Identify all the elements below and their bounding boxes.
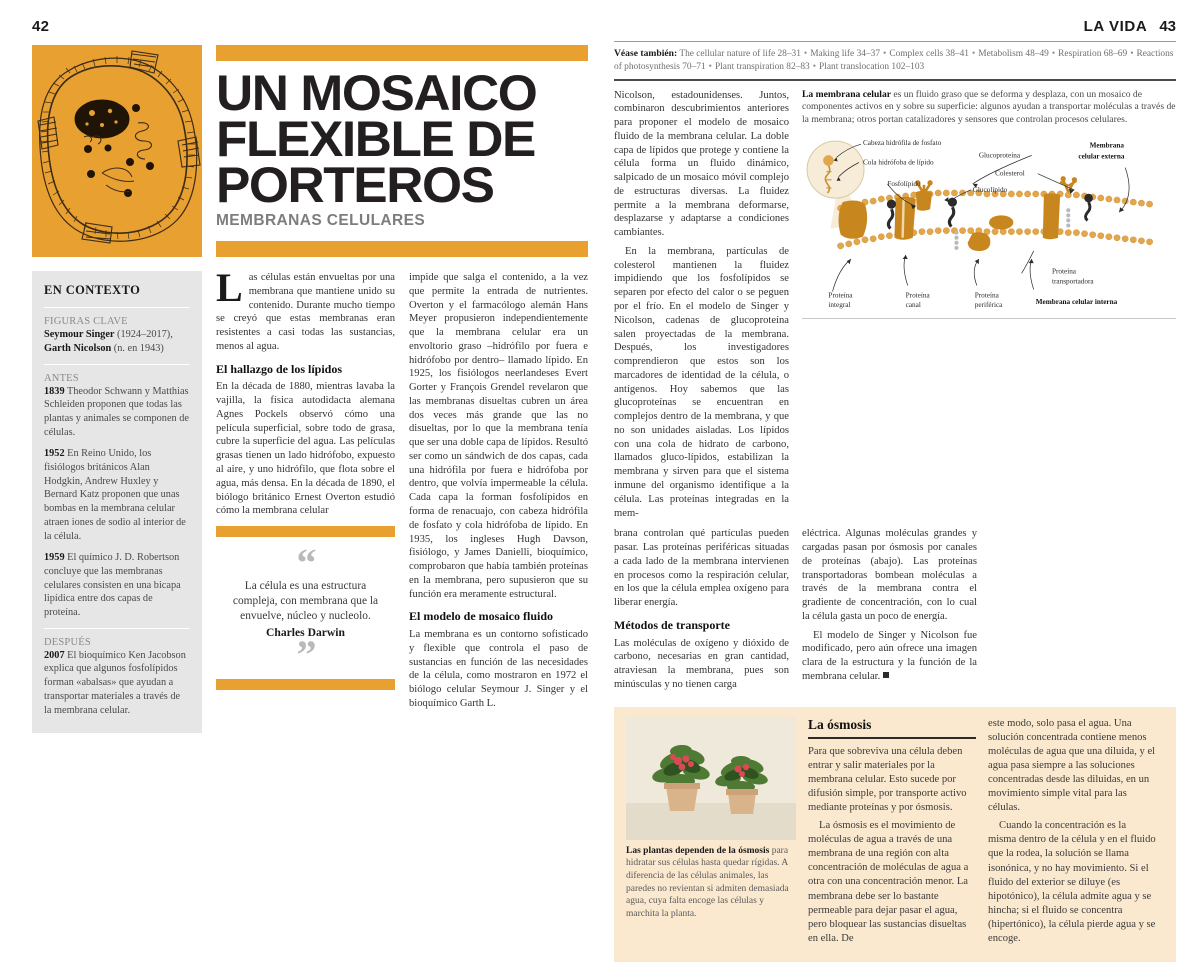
- right-col3-text2-body: El modelo de Singer y Nicolson fue modificado, pero aún ofrece una imagen clara de la estructura y la función de la membrana celular.: [802, 629, 977, 682]
- see-also-item[interactable]: Plant translocation 102–103: [819, 61, 925, 72]
- article-column-1: [216, 265, 395, 716]
- entry-year: 2007: [44, 649, 65, 661]
- right-col2-text: brana controlan qué partículas pueden pasar. Las proteínas periféricas situadas a cada lado de la membrana intervienen en procesos como la respiración celular, en los que la célula emplea oxígeno para liberar energía.: [614, 528, 789, 609]
- photo-caption-bold-1: Las plantas dependen de la: [626, 845, 736, 856]
- accent-bar-bottom: [216, 241, 588, 257]
- see-also-item[interactable]: Complex cells 38–41: [889, 49, 969, 59]
- section1-text: En la década de 1880, mientras lavaba la vajilla, la física autodidacta alemana Agnes Pockels observó cómo una película superficial, sobre todo de grasa, cubre la superficie del agua. Las películas grasas tienen un lado hidrófobo, expuesto al aire, y uno hidrófilo, que flota sobre el agua, más densa. En la década de 1890, el biólogo británico Ernest Overton estudió cómo la membrana celular: [216, 381, 395, 517]
- left-rail: [32, 45, 202, 733]
- article-columns: [216, 265, 588, 716]
- key-figure-1-dates: (1924–2017),: [114, 329, 173, 341]
- right-col3-text2: [802, 629, 977, 684]
- folio-right: 43: [1159, 18, 1176, 35]
- membrane-figure: [802, 89, 1176, 526]
- key-figures-value: [44, 328, 190, 355]
- entry-text: El químico J. D. Robertson concluye que las membranas celulares consisten en una bicapa lipídica entre dos capas de proteína.: [44, 552, 181, 618]
- osmosis-photo-column: [626, 717, 796, 950]
- inner-protein-blob: [989, 215, 1013, 229]
- label-channel-1: Proteína: [905, 291, 930, 300]
- bullet-separator: •: [803, 49, 808, 59]
- right-page-header: [614, 18, 1176, 35]
- page-title: [216, 65, 599, 213]
- divider: [44, 364, 190, 365]
- label-outer-membrane-2: celular externa: [1078, 152, 1125, 161]
- section2-text: La membrana es un contorno sofisticado y flexible que controla el paso de sustancias en función de las necesidades de la célula, como mostraron en 1972 el biólogo celular Seymour J. Singer y el bioquímico Garth L.: [409, 629, 588, 709]
- quote-open-mark: “: [296, 540, 315, 586]
- bullet-separator: •: [972, 49, 976, 59]
- key-figure-1-name: Seymour Singer: [44, 329, 115, 341]
- osmosis-column-2: [988, 717, 1156, 950]
- osmosis-p4: Cuando la concentración es la misma dentro de la célula y en el fluido que la rodea, la solución se llama isonónica, y no hay movimiento. Si el fluido del exterior se diluye (es hipotónico), la célula admite agua y se hincha; si el fluido se concentra (hipertónico), la célula pierde agua y se encoge.: [988, 820, 1156, 944]
- label-peripheral-2: periférica: [974, 300, 1003, 309]
- label-glycoprotein: Glucoproteína: [978, 151, 1021, 160]
- pull-quote: [216, 526, 395, 690]
- quote-inner: [216, 537, 395, 679]
- right-column-3: [802, 527, 977, 696]
- photo-caption-bold-2: ósmosis: [738, 845, 770, 856]
- column2-text: impide que salga el contenido, a la vez que permite la entrada de nutrientes. Overton y el farmacólogo alemán Hans Meyer propusieron independientemente que la membrana celular era un envoltorio graso –hidrófilo por fuera e hidrófobo por dentro– llamado lípido. En 1925, los fisiólogos neerlandeses Evert Gorter y François Grendel revelaron que las membranas disueltas cubren un área dos veces más grande que las no disueltas, por lo que la membrana tenía que ser una doble capa de lípidos. Resultó ser como un sándwich de dos capas, cada una hidrófila por fuera e hidrófoba por dentro, que volvía impermeable la célula. Cada capa la forman fosfolípidos en forma de renacuajo, con cabeza hidrófila de fosfato y cola hidrófoba de lípido. En 1935, los ingleses Hugh Davson, fisiólogo, y James Danielli, bioquímico, comprobaron que había también proteínas en la membrana, pero supusieron que su función era meramente estructural.: [409, 272, 588, 600]
- right-column-1: [614, 89, 789, 526]
- drop-cap: L: [216, 265, 243, 310]
- bullet-separator: •: [1051, 49, 1056, 59]
- quote-text: La célula es una estructura compleja, con membrana que la envuelve, núcleo y nucleolo.: [232, 580, 379, 623]
- label-integral-1: Proteína: [828, 291, 853, 300]
- context-entry: [44, 385, 190, 440]
- potted-plants-photo-svg: [626, 717, 796, 840]
- entry-text: El bioquímico Ken Jacobson explica que algunos fosfolípidos forman «abalsas» que ayudan a transportar materiales a través de la membrana celular.: [44, 649, 186, 716]
- osmosis-panel: [614, 707, 1176, 962]
- left-page: [0, 0, 600, 718]
- folio-left: 42: [32, 18, 50, 35]
- label-peripheral-1: Proteína: [974, 291, 999, 300]
- osmosis-p1: Para que sobreviva una célula deben entrar y salir materiales por la membrana celular. Esto sucede por difusión simple, por transporte activo mediante proteínas y por ósmosis.: [808, 745, 967, 814]
- title-line-1: UN MOSAICO: [216, 65, 537, 121]
- osmosis-p3: este modo, solo pasa el agua. Una solución concentrada contiene menos moléculas de agua que una diluida, y el agua pasa siempre a las soluciones concentradas desde las diluidas, en un movimiento simple vital para las células.: [988, 717, 1156, 814]
- section-heading-lipidos: El hallazgo de los lípidos: [216, 361, 343, 376]
- title-line-3: PORTEROS: [216, 157, 494, 213]
- article-intro: [216, 265, 395, 354]
- figure-caption-bold: La membrana celular: [802, 88, 891, 100]
- label-transporter-2: transportadora: [1052, 277, 1094, 286]
- label-cholesterol: Colesterol: [995, 169, 1025, 178]
- intro-text: as células están envueltas por una membrana que mantiene unido su contenido. Durante mucho tiempo se creyó que estas membranas eran resistentes a casi todas las sustancias, menos al agua.: [216, 272, 395, 352]
- context-entry: [44, 447, 190, 543]
- section-heading-mosaico: El modelo de mosaico fluido: [409, 609, 554, 624]
- context-heading: EN CONTEXTO: [44, 283, 141, 297]
- figure-caption: [802, 89, 1176, 128]
- bullet-separator: •: [708, 61, 712, 72]
- divider: [44, 628, 190, 629]
- right-page-mid-row: [614, 527, 1176, 696]
- osmosis-column-1: [808, 717, 976, 950]
- right-col1-text2: En la membrana, partículas de colesterol mantienen la fluidez impidiendo que los fosfolípidos se separen por efecto del calor o se peguen por el frío. En el modelo de Singer y Nicolson, cadenas de glucoproteína salen proyectadas de la membrana. Después, los investigadores comprendieron que estos son los marcadores de identidad de la célula, o antígenos. Hoy sabemos que las glucoproteínas se encuentran en complejos dentro de la membrana, y que no son unidades aisladas. Los lípidos con una cola de hidrato de carbono, llamados gluco-lípidos, estabilizan la membrana y sirven para que el sistema inmune del organismo identifique a la célula. Las proteínas integradas en la mem-: [614, 245, 789, 519]
- key-figure-2-dates: (n. en 1943): [111, 342, 164, 354]
- see-also-item[interactable]: Making life 34–37: [810, 49, 881, 59]
- article-column-2: [409, 271, 588, 716]
- entry-text: En Reino Unido, los fisiólogos británicos Alan Hodgkin, Andrew Huxley y Bernard Katz proponen que unas bombas en la membrana celular atraen iones de sodio al interior de la célula.: [44, 448, 186, 542]
- context-entry: [44, 551, 190, 619]
- quote-bar-top: [216, 526, 395, 537]
- antes-label: ANTES: [44, 372, 79, 384]
- see-also-item[interactable]: The cellular nature of life 28–31: [679, 49, 801, 59]
- label-phospholipid: Fosfolípido: [887, 179, 921, 188]
- right-page-top-row: [614, 89, 1176, 526]
- end-mark: [883, 672, 889, 678]
- divider: [44, 307, 190, 308]
- label-glycolipid: Glucolípido: [972, 186, 1008, 195]
- quote-bar-bottom: [216, 679, 395, 690]
- membrane-diagram-svg: [802, 131, 1176, 312]
- potted-plants-photo: [626, 717, 796, 840]
- left-page-main: [216, 45, 588, 733]
- entry-year: 1959: [44, 552, 65, 564]
- running-head: LA VIDA: [1083, 18, 1148, 35]
- integral-protein-shape: [839, 201, 868, 239]
- bullet-separator: •: [812, 61, 817, 72]
- key-figure-2-name: Garth Nicolson: [44, 342, 112, 354]
- accent-bar-top: [216, 45, 588, 61]
- label-outer-membrane-1: Membrana: [1089, 141, 1125, 150]
- see-also-item[interactable]: Reactions of photosynthesis 70–71: [614, 49, 1174, 72]
- entry-year: 1952: [44, 448, 65, 460]
- see-also-item[interactable]: Respiration 68–69: [1058, 49, 1128, 59]
- channel-protein-shape: [894, 197, 915, 240]
- see-also-label: Véase también:: [614, 48, 678, 59]
- label-transporter-1: Proteína: [1052, 267, 1077, 276]
- peripheral-protein-shape: [968, 232, 991, 251]
- see-also-rule: [614, 79, 1176, 81]
- figure-rule: [802, 318, 1176, 319]
- bullet-separator: •: [883, 49, 887, 59]
- photo-caption-rest: para hidratar sus células hasta quedar rígidas. A diferencia de las células animales, las paredes no revientan si admiten demasiada agua, cuya falta encoge las células y marchita la planta.: [626, 845, 789, 919]
- quote-close-mark: ”: [296, 632, 315, 678]
- page-subtitle: MEMBRANAS CELULARES: [216, 212, 426, 229]
- right-column-2: [614, 527, 789, 696]
- see-also-item[interactable]: Metabolism 48–49: [978, 49, 1049, 59]
- header-rule: [614, 41, 1176, 42]
- right-page: [600, 0, 1200, 944]
- figure-caption-rest: es un fluido graso que se deforma y desplaza, con un mosaico de componentes activos en y sobre su superficie: algunos ayudan a transportar moléculas a través de la membrana; otros portan catalizadores y sensores que controlan procesos celulares.: [802, 88, 1176, 126]
- right-col1-text: Nicolson, estadounidenses. Juntos, combinaron descubrimientos anteriores para proponer el modelo de mosaico fluido de la membrana celular. La doble capa de lípidos que protege y contiene la célula forma un fluido dinámico, salpicado de un mosaico móvil complejo de estructuras diversas. La fluidez permite a la membrana deformarse, desplazarse y adaptarse a condiciones cambiantes.: [614, 89, 789, 239]
- title-block: [216, 45, 588, 257]
- entry-text: Theodor Schwann y Matthias Schleiden proponen que todas las plantas y animales se componen de células.: [44, 385, 189, 438]
- quote-author: Charles Darwin: [266, 626, 345, 640]
- osmosis-p2: La ósmosis es el movimiento de moléculas de agua a través de una membrana de una región con alta concentración de moléculas de agua a otra con una concentración menor. La membrana debe ser lo bastante permeable para dejar pasar el agua, pero bloquear las sustancias disueltas en ella. De: [808, 820, 969, 944]
- title-line-2: FLEXIBLE DE: [216, 111, 535, 167]
- label-head: Cabeza hidrófila de fosfato: [862, 139, 942, 148]
- label-inner-membrane: Membrana celular interna: [1035, 297, 1118, 306]
- left-page-body: [32, 45, 586, 733]
- label-channel-2: canal: [905, 300, 921, 309]
- see-also-item[interactable]: Plant transpiration 82–83: [714, 61, 810, 72]
- entry-year: 1839: [44, 385, 65, 397]
- osmosis-rule: [808, 737, 976, 739]
- despues-label: DESPUÉS: [44, 636, 91, 648]
- transporter-protein-shape: [1043, 193, 1060, 239]
- photo-caption: [626, 845, 796, 921]
- glycoprotein-marker-right: [1060, 176, 1077, 192]
- en-contexto-panel: [32, 271, 202, 733]
- bullet-separator: •: [1130, 49, 1134, 59]
- transport-text: Las moléculas de oxígeno y dióxido de carbono, necesarias en gran cantidad, atraviesan la membrana, pues son minúsculas y no tienen carga: [614, 637, 789, 690]
- context-entry: [44, 649, 190, 717]
- right-col3-text: eléctrica. Algunas moléculas grandes y cargadas pasan por ósmosis por canales de proteínas (abajo). Las proteínas transportadoras bombean moléculas a través de la membrana contra el gradiente de concentración, con lo cual la célula gasta un poco de energía.: [802, 528, 977, 622]
- key-figures-label: FIGURAS CLAVE: [44, 316, 128, 327]
- cell-membrane-illustration: [32, 45, 202, 257]
- label-tail: Cola hidrófoba de lípido: [862, 158, 934, 167]
- see-also-line: [614, 47, 1176, 74]
- cell-illustration-svg: [32, 45, 202, 257]
- osmosis-heading: La ósmosis: [808, 716, 872, 732]
- label-integral-2: integral: [828, 300, 851, 309]
- section-heading-transporte: Métodos de transporte: [614, 617, 730, 632]
